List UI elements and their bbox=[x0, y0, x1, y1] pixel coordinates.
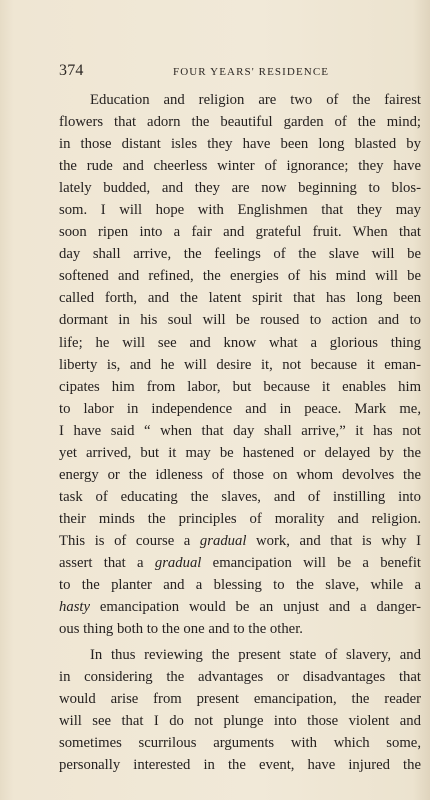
text-line: Education and religion are two of the fairest bbox=[90, 92, 421, 108]
text-line: flowers that adorn the beautiful garden of the mind; bbox=[59, 114, 421, 131]
body-text bbox=[59, 89, 421, 776]
text-line: to labor in independence and in peace. Mark me, bbox=[59, 400, 421, 417]
text-line: in those distant isles they have been long blasted by bbox=[59, 136, 421, 153]
text-line: soon ripen into a fair and grateful fruit. When that bbox=[59, 224, 421, 241]
text-line: softened and refined, the energies of his mind will be bbox=[59, 268, 421, 285]
text-run: work, and that is why I bbox=[246, 532, 422, 549]
page-header bbox=[59, 58, 340, 82]
text-line: liberty is, and he will desire it, not because it eman- bbox=[59, 356, 421, 373]
text-line bbox=[59, 552, 421, 574]
paragraph-education bbox=[59, 89, 421, 640]
page-number: 374 bbox=[59, 62, 84, 79]
text-line: day shall arrive, the feelings of the slave will be bbox=[59, 246, 421, 263]
text-line: their minds the principles of morality and religion. bbox=[59, 510, 421, 527]
text-line: energy or the idleness of those on whom devolves the bbox=[59, 466, 421, 483]
text-line: the rude and cheerless winter of ignorance; they have bbox=[59, 158, 421, 175]
text-line: In thus reviewing the present state of slavery, and bbox=[90, 647, 421, 664]
text-line bbox=[59, 530, 421, 552]
text-line: ous thing both to the one and to the other. bbox=[59, 621, 303, 638]
text-line: in considering the advantages or disadvantages that bbox=[59, 669, 421, 686]
text-run: assert that a bbox=[59, 554, 155, 571]
text-line: I have said “ when that day shall arrive,” it has not bbox=[59, 422, 421, 439]
paragraph-reviewing bbox=[59, 644, 421, 776]
italic-word: gradual bbox=[199, 532, 247, 549]
text-line: life; he will see and know what a glorious thing bbox=[59, 334, 421, 351]
text-line: task of educating the slaves, and of instilling into bbox=[59, 488, 421, 505]
text-line: dormant in his soul will be roused to action and to bbox=[59, 312, 421, 329]
text-run: This is of course a bbox=[59, 532, 200, 549]
text-line: personally interested in the event, have injured the bbox=[59, 757, 421, 774]
running-head: FOUR YEARS' RESIDENCE bbox=[173, 66, 330, 78]
italic-word: hasty bbox=[59, 599, 91, 616]
text-line: would arise from present emancipation, the reader bbox=[59, 691, 421, 708]
text-line: sometimes scurrilous arguments with which some, bbox=[59, 735, 421, 752]
text-line: yet arrived, but it may be hastened or delayed by the bbox=[59, 444, 421, 461]
text-line: to the planter and a blessing to the slave, while a bbox=[59, 577, 421, 594]
italic-word: gradual bbox=[154, 554, 202, 571]
text-run: emancipation would be an unjust and a danger- bbox=[90, 599, 421, 616]
text-line bbox=[59, 596, 421, 618]
text-line: called forth, and the latent spirit that has long been bbox=[59, 290, 421, 307]
text-line: cipates him from labor, but because it enables him bbox=[59, 378, 421, 395]
text-line: will see that I do not plunge into those violent and bbox=[59, 713, 421, 730]
text-line: som. I will hope with Englishmen that they may bbox=[59, 202, 421, 219]
text-line: lately budded, and they are now beginning to blos- bbox=[59, 180, 421, 197]
text-run: emancipation will be a benefit bbox=[201, 554, 421, 571]
